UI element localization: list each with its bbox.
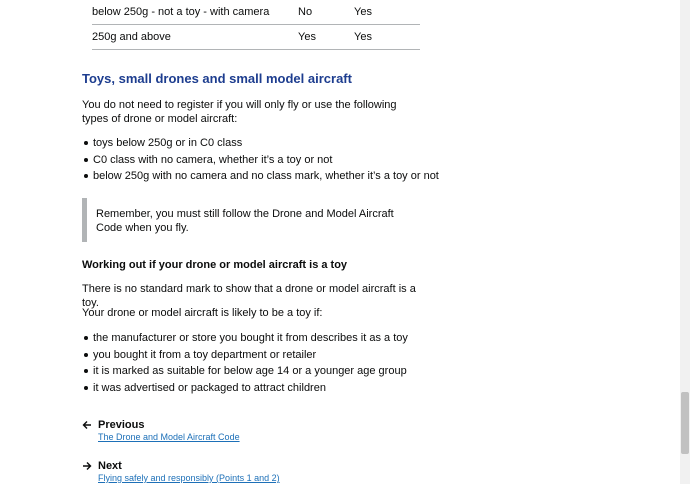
table-cell-value: Yes xyxy=(298,31,316,43)
intro-paragraph: You do not need to register if you will only fly or use the following types of drone or model aircraft: xyxy=(82,99,397,125)
table-cell-category: below 250g - not a toy - with camera xyxy=(92,6,270,18)
arrow-left-icon xyxy=(82,419,92,431)
table-cell-value: Yes xyxy=(354,31,372,43)
arrow-right-icon xyxy=(82,460,92,472)
list-item: the manufacturer or store you bought it from describes it as a toy xyxy=(82,330,427,347)
list-item: toys below 250g or in C0 class xyxy=(82,135,427,152)
inset-paragraph: Remember, you must still follow the Drone and Model Aircraft Code when you fly. xyxy=(96,208,394,234)
subsection-heading: Working out if your drone or model aircraft is a toy xyxy=(82,259,348,271)
exemption-list xyxy=(82,135,439,185)
previous-label: Previous xyxy=(98,419,145,431)
table-cell-category: 250g and above xyxy=(92,31,171,43)
next-label: Next xyxy=(98,460,122,472)
paragraph: There is no standard mark to show that a drone or model aircraft is a toy. xyxy=(82,283,416,309)
next-link[interactable]: Flying safely and responsibly (Points 1 and 2) xyxy=(98,473,280,483)
list-item: below 250g with no camera and no class mark, whether it’s a toy or not xyxy=(82,168,427,185)
table-cell-value: Yes xyxy=(354,6,372,18)
table-cell-value: No xyxy=(298,6,313,18)
list-item: C0 class with no camera, whether it’s a toy or not xyxy=(82,152,427,169)
list-item: you bought it from a toy department or retailer xyxy=(82,347,427,364)
list-item: it is marked as suitable for below age 14 or a younger age group xyxy=(82,363,427,380)
paragraph: Your drone or model aircraft is likely to be a toy if: xyxy=(82,307,323,319)
table-row xyxy=(92,25,420,50)
toy-criteria-list xyxy=(82,330,427,396)
table-row xyxy=(92,0,420,25)
section-heading: Toys, small drones and small model aircraft xyxy=(82,71,352,86)
list-item: it was advertised or packaged to attract children xyxy=(82,380,427,397)
previous-link[interactable]: The Drone and Model Aircraft Code xyxy=(98,432,240,442)
inset-text xyxy=(82,198,427,242)
scrollbar-thumb[interactable] xyxy=(681,392,689,454)
scrollbar[interactable] xyxy=(680,0,690,484)
